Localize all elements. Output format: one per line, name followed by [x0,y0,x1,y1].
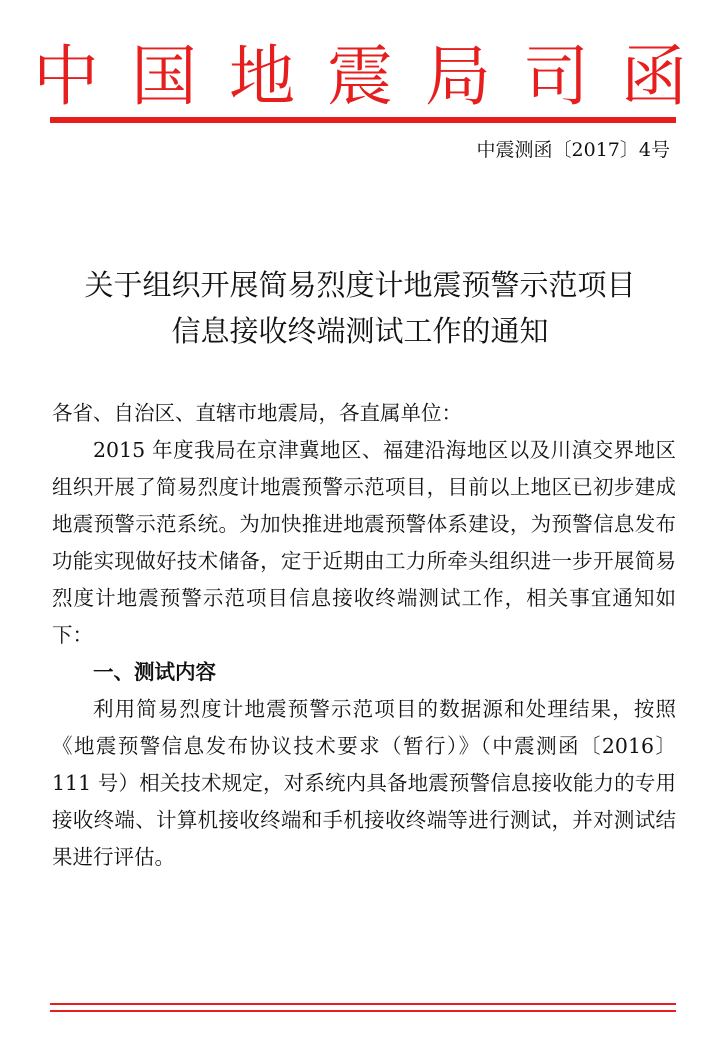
paragraph-1: 2015 年度我局在京津冀地区、福建沿海地区以及川滇交界地区组织开展了简易烈度计地震预警示范项目，目前以上地区已初步建成地震预警示范系统。为加快推进地震预警体系建设，为预警信息发布功能实现做好技术储备，定于近期由工力所牵头组织进一步开展简易烈度计地震预警示范项目信息接收终端测试工作，相关事宜通知如下： [52,438,676,647]
title-line-2: 信息接收终端测试工作的通知 [171,314,549,348]
document-body [52,395,676,876]
section-heading-1: 一、测试内容 [93,660,216,684]
letterhead-red-rule [50,117,676,123]
title-line-1: 关于组织开展简易烈度计地震预警示范项目 [84,268,636,302]
document-number: 中震测函〔2017〕4号 [476,139,670,161]
footer-red-rule-lower [50,1010,676,1012]
letterhead-title: 中国地震局司函 [33,37,719,115]
paragraph-2: 利用简易烈度计地震预警示范项目的数据源和处理结果，按照《地震预警信息发布协议技术要求（暂行）》（中震测函〔2016〕111 号）相关技术规定，对系统内具备地震预警信息接收能力的专用接收终端、计算机接收终端和手机接收终端等进行测试，并对测试结果进行评估。 [52,697,676,869]
document-title [0,262,720,354]
footer-red-rule-upper [50,1003,676,1005]
salutation: 各省、自治区、直辖市地震局，各直属单位： [52,401,462,425]
